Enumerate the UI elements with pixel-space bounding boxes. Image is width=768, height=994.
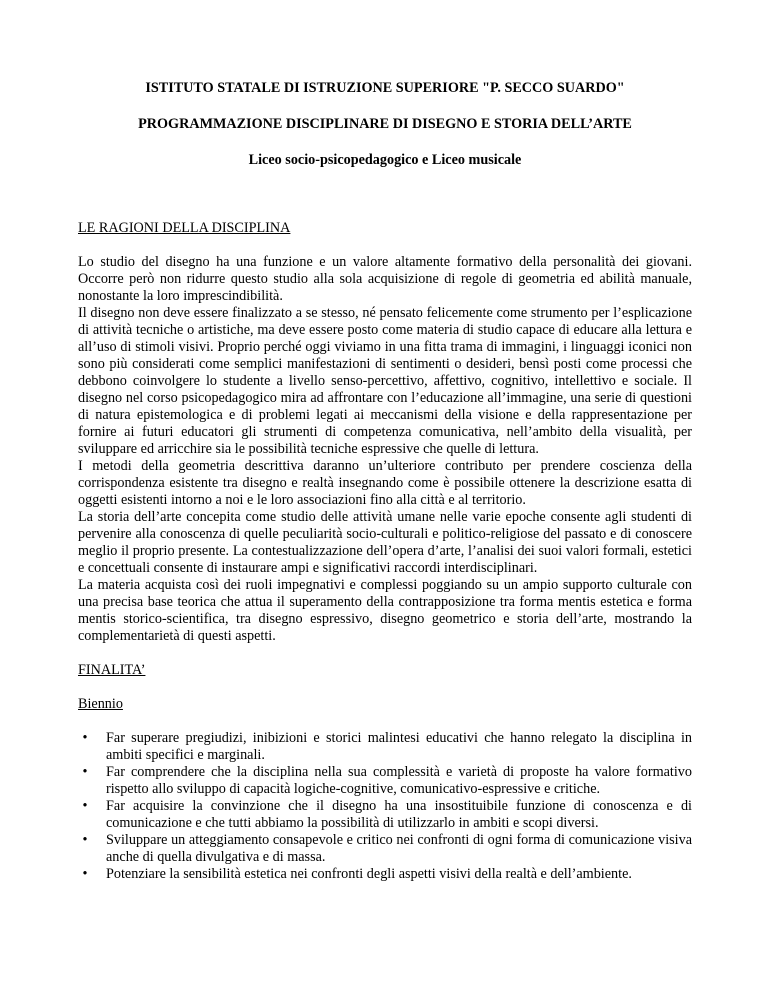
document-body — [78, 80, 692, 883]
list-item-text: Far comprendere che la disciplina nella sua complessità e varietà di proposte ha valore formativo rispetto allo sviluppo di capacità logiche-cognitive, comunicativo-espressive e critiche. — [106, 764, 692, 797]
list-item — [78, 798, 692, 832]
schools-subtitle: Liceo socio-psicopedagogico e Liceo musicale — [248, 152, 522, 168]
bullet-icon: • — [82, 730, 88, 746]
paragraph: La materia acquista così dei ruoli impegnativi e complessi poggiando su un ampio supporto culturale con una precisa base teorica che attua il superamento della contrapposizione tra forma mentis estetica e forma mentis storico-scientifica, tra disegno espressivo, disegno geometrico e storia dell’arte, mostrando la complementarietà di questi aspetti. — [78, 577, 692, 644]
paragraph: Lo studio del disegno ha una funzione e un valore altamente formativo della personalità dei giovani. Occorre però non ridurre questo studio alla sola acquisizione di regole di geometria ed abilità manuale, nonostante la loro imprescindibilità. — [78, 254, 692, 304]
list-item — [78, 764, 692, 798]
list-item-text: Far superare pregiudizi, inibizioni e storici malintesi educativi che hanno relegato la disciplina in ambiti specifici e marginali. — [106, 730, 692, 763]
paragraph: La storia dell’arte concepita come studio delle attività umane nelle varie epoche consente agli studenti di pervenire alla conoscenza di quelle peculiarità socio-culturali e politico-religiose del passato e di conoscere meglio il proprio presente. La contestualizzazione dell’opera d’arte, l’analisi dei suoi valori formali, estetici e concettuali consente di instaurare ampi e significativi raccordi interdisciplinari. — [78, 509, 692, 576]
program-title: PROGRAMMAZIONE DISCIPLINARE DI DISEGNO E STORIA DELL’ARTE — [138, 116, 632, 132]
institute-title: ISTITUTO STATALE DI ISTRUZIONE SUPERIORE "P. SECCO SUARDO" — [145, 80, 625, 96]
reasons-text — [78, 254, 692, 645]
paragraph: Il disegno non deve essere finalizzato a se stesso, né pensato felicemente come strumento per l’esplicazione di attività tecniche o artistiche, ma deve essere posto come materia di studio capace di educare alla lettura e all’uso di stimoli visivi. Proprio perché oggi viviamo in una fitta trama di immagini, i linguaggi iconici non sono più considerati come semplici manifestazioni di sentimenti o desideri, bensì posti come processi che debbono coinvolgere lo studente a livello senso-percettivo, affettivo, cognitivo, intellettivo e sociale. Il disegno nel corso psicopedagogico mira ad affrontare con l’educazione all’immagine, una serie di questioni di natura epistemologica e di problemi legati ai meccanismi della visione e della rappresentazione per fornire ai futuri educatori gli strumenti di competenza comunicativa, nell’ambito della visualità, per sviluppare ed arricchire sia le possibilità tecniche espressive che quelle di lettura. — [78, 305, 692, 457]
list-item-text: Potenziare la sensibilità estetica nei confronti degli aspetti visivi della realtà e dell’ambiente. — [106, 866, 632, 882]
section-heading-finalita: FINALITA’ — [78, 662, 146, 678]
bullet-icon: • — [82, 764, 88, 780]
subheading-biennio: Biennio — [78, 696, 123, 712]
list-item-text: Far acquisire la convinzione che il disegno ha una insostituibile funzione di conoscenza e di comunicazione e che tutti abbiamo la possibilità di utilizzarlo in ambiti e scopi diversi. — [106, 798, 692, 831]
list-item — [78, 730, 692, 764]
section-heading-reasons: LE RAGIONI DELLA DISCIPLINA — [78, 220, 291, 236]
goals-list — [78, 730, 692, 883]
bullet-icon: • — [82, 832, 88, 848]
list-item — [78, 832, 692, 866]
list-item-text: Sviluppare un atteggiamento consapevole e critico nei confronti di ogni forma di comunicazione visiva anche di quella divulgativa e di massa. — [106, 832, 692, 865]
paragraph: I metodi della geometria descrittiva daranno un’ulteriore contributo per prendere coscienza della corrispondenza esistente tra disegno e realtà insegnando come è possibile ottenere la descrizione esatta di oggetti esistenti intorno a noi e le loro associazioni fino alla città e al territorio. — [78, 458, 692, 508]
bullet-icon: • — [82, 798, 88, 814]
bullet-icon: • — [82, 866, 88, 882]
list-item — [78, 866, 692, 883]
